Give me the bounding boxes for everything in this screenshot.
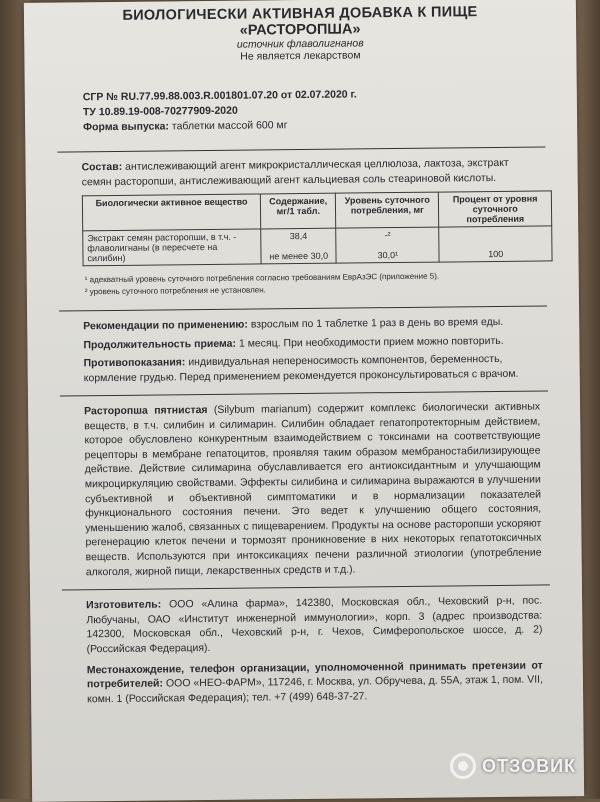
sgr-number: СГР № RU.77.99.88.003.R.001801.07.20 от 02.07.2020 г.: [82, 88, 357, 104]
watermark-text: ОТЗОВИК: [482, 755, 576, 776]
divider: [59, 305, 547, 311]
divider: [62, 585, 550, 591]
table-header-row: [82, 191, 551, 231]
composition-label: Состав:: [81, 160, 123, 174]
table-cell-name: Экстракт семян расторопши, в т.ч. - флаволигнаны (в пересчете на силибин): [83, 229, 262, 266]
duration-label: Продолжительность приема:: [83, 337, 237, 351]
recommendations-label: Рекомендации по применению:: [83, 318, 248, 333]
recommendations-text: взрослым по 1 таблетке 1 раз в день во время еды.: [250, 315, 504, 331]
footnote-1: ¹ адекватный уровень суточного потребления согласно требованиям ЕврАзЭС (приложение 5).: [84, 271, 440, 285]
contraindications-label: Противопоказания:: [83, 356, 186, 370]
not-medicine-note: Не является лекарством: [240, 49, 361, 63]
claims-contact: [87, 658, 543, 707]
divider: [60, 390, 548, 396]
tu-number: ТУ 10.89.19-008-70277909-2020: [82, 104, 238, 119]
otzovik-logo-icon: [450, 753, 476, 779]
header: [24, 3, 577, 65]
table-header: Биологически активное вещество: [82, 194, 261, 231]
watermark: [450, 753, 576, 779]
table-row: [83, 226, 552, 266]
table-header: Содержание, мг/1 табл.: [261, 193, 336, 229]
leaflet: [24, 0, 584, 802]
description-lead: Расторопша пятнистая: [84, 404, 208, 418]
release-form-label: Форма выпуска:: [83, 120, 170, 134]
table-cell-content: [261, 228, 336, 264]
level-value-2: 30,0¹: [377, 250, 399, 261]
table-cell-percent: 100: [439, 226, 552, 262]
usage-duration: [83, 333, 539, 352]
composition: [81, 156, 537, 190]
table-header: Уровень суточного потребления, мг: [336, 192, 440, 228]
title-line2: «РАСТОРОПША»: [239, 21, 361, 39]
subtitle: источник флаволигнанов: [236, 37, 364, 51]
content-value-2: не менее 30,0: [269, 250, 329, 262]
manufacturer-text: ООО «Алина фарма», 142380, Московская обл., Чеховский р-н, пос. Любучаны, ОАО «Институт инженерной иммунологии», корп. 3 (адрес производства: 142300, Московская обл., Чеховский р-н, г. Чехов, Симферопольское шоссе, д. 2) (Российская Федерация).: [86, 594, 543, 656]
description: [84, 400, 542, 580]
release-form-value: таблетки массой 600 мг: [171, 119, 288, 133]
duration-text: 1 месяц. При необходимости прием можно повторить.: [238, 334, 504, 350]
claims-label: Местонахождение, телефон организации, уполномоченной принимать претензии от потребителей:: [86, 659, 543, 691]
level-value-1: -²: [384, 230, 391, 241]
content-value-1: 38,4: [289, 230, 308, 242]
composition-text: антислеживающий агент микрокристаллическая целлюлоза, лактоза, экстракт семян расторопши, антислеживающий агент кальциевая соль стеариновой кислоты.: [81, 156, 509, 188]
table-header: Процент от уровня суточного потребления: [439, 191, 552, 227]
contraindications: [84, 352, 540, 386]
composition-table: [82, 190, 553, 266]
manufacturer-label: Изготовитель:: [86, 598, 162, 612]
table-cell-level: [336, 227, 440, 263]
description-text: (Silybum marianum) содержит комплекс биологически активных веществ, в т.ч. силибин и силимарин. Силибин обладает гепатопротекторным действием, которое обусловлено конкурентным взаимодействием с токсинами на соответствующие рецепторы в мембране гепатоцитов, проявляя таким образом мембраностабилизирующее действие. Действие силимарина обуславливается его антиоксидантным и улучшающим микроциркуляцию свойствами. Эффекты силибина и силимарина выражаются в улучшении субъективной и объективной симптоматики и в нормализации показателей функционального состояния печени. Это ведет к улучшению общего состояния, уменьшению жалоб, связанных с пищеварением. Продукты на основе расторопши ускоряют регенерацию клеток печени и тормозят проникновение в них некоторых гепатотоксичных веществ. Используются при интоксикациях печени различной этиологии (употребление алкоголя, жирной пищи, лекарственных средств и т.д.).: [84, 400, 542, 578]
contraindications-text: индивидуальная непереносимость компонентов, беременность, кормление грудью. Перед применением рекомендуется проконсультироваться с врачом.: [83, 352, 519, 384]
usage-recommendations: [83, 315, 539, 334]
registration-info: [83, 85, 577, 135]
title-line1: БИОЛОГИЧЕСКИ АКТИВНАЯ ДОБАВКА К ПИЩЕ: [122, 4, 478, 24]
divider: [57, 146, 545, 152]
claims-text: ООО «НЕО-ФАРМ», 117246, г. Москва, ул. Обручева, д. 55А, этаж 1, пом. VII, комн. 1 (Российская Федерация); тел. +7 (499) 648-37-27.: [87, 673, 544, 705]
manufacturer: [86, 594, 543, 657]
footnote-2: ² уровень суточного потребления не установлен.: [84, 285, 266, 297]
